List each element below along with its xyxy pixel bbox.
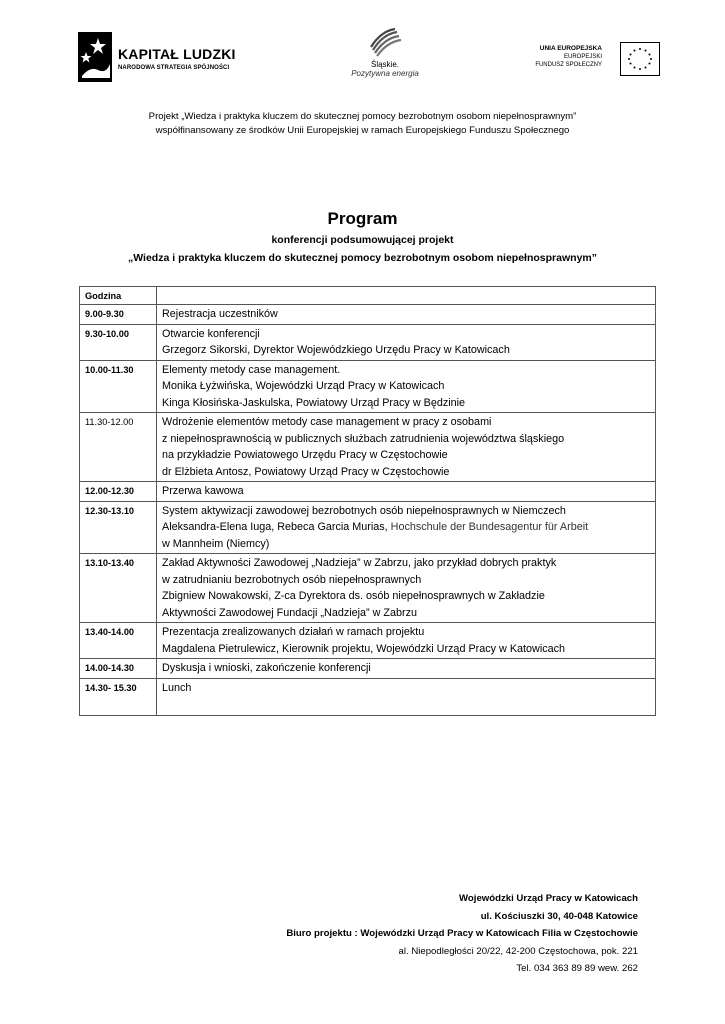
- time-cell: 13.40-14.00: [80, 623, 157, 659]
- page-title: Program: [327, 209, 398, 228]
- footer-line5: Tel. 034 363 89 89 wew. 262: [516, 963, 638, 974]
- desc-cell: [157, 554, 656, 623]
- slaskie-tagline: Pozytywna energia: [351, 69, 419, 78]
- desc-line: Grzegorz Sikorski, Dyrektor Wojewódzkiego Urzędu Pracy w Katowicach: [162, 344, 510, 356]
- kapital-ludzki-emblem-icon: [78, 32, 112, 82]
- table-row: [80, 360, 656, 413]
- program-table: [79, 286, 656, 716]
- table-row: [80, 482, 656, 502]
- desc-line: Kinga Kłosińska-Jaskulska, Powiatowy Urząd Pracy w Będzinie: [162, 396, 466, 409]
- time-cell: 11.30-12.00: [80, 413, 157, 482]
- slaskie-wave-icon: [365, 28, 405, 58]
- desc-cell: [157, 413, 656, 482]
- desc-line: w zatrudnianiu bezrobotnych osób niepełnosprawnych: [162, 573, 422, 586]
- kapital-ludzki-logo: [78, 32, 258, 84]
- eu-flag-icon: [620, 42, 660, 76]
- time-cell: 14.00-14.30: [80, 659, 157, 679]
- footer-line2: ul. Kościuszki 30, 40-048 Katowice: [480, 910, 638, 922]
- table-row: [80, 324, 656, 360]
- desc-cell: [157, 482, 656, 502]
- institution-text: Hochschule der Bundesagentur für Arbeit: [390, 521, 589, 533]
- eu-logo: [530, 42, 660, 78]
- footer-address: [218, 890, 638, 978]
- desc-line: w Mannheim (Niemcy): [162, 537, 270, 550]
- desc-line: Dyskusja i wnioski, zakończenie konferencji: [162, 662, 371, 674]
- time-cell: 10.00-11.30: [80, 360, 157, 413]
- time-cell: 9.00-9.30: [80, 305, 157, 325]
- desc-line: Przerwa kawowa: [162, 485, 244, 497]
- time-cell: 9.30-10.00: [80, 324, 157, 360]
- desc-cell: [157, 360, 656, 413]
- logo-bar: [0, 28, 725, 88]
- desc-cell: [157, 501, 656, 554]
- kapital-ludzki-title: KAPITAŁ LUDZKI: [118, 46, 236, 62]
- table-row: [80, 623, 656, 659]
- desc-line: Wdrożenie elementów metody case management w pracy z osobami: [162, 416, 492, 428]
- table-row: [80, 678, 656, 715]
- project-header-line1: Projekt „Wiedza i praktyka kluczem do skutecznej pomocy bezrobotnym osobom niepełnosprawnym”: [148, 111, 577, 122]
- desc-line: Magdalena Pietrulewicz, Kierownik projektu, Wojewódzki Urząd Pracy w Katowicach: [162, 642, 566, 655]
- table-header-row: [80, 287, 656, 305]
- desc-line: z niepełnosprawnością w publicznych służbach zatrudnienia województwa śląskiego: [162, 432, 565, 445]
- footer-line1: Wojewódzki Urząd Pracy w Katowicach: [459, 893, 638, 904]
- desc-line: System aktywizacji zawodowej bezrobotnych osób niepełnosprawnych w Niemczech: [162, 504, 566, 517]
- desc-line: [162, 519, 651, 536]
- kapital-ludzki-subtitle: NARODOWA STRATEGIA SPÓJNOŚCI: [118, 65, 230, 71]
- desc-line: dr Elżbieta Antosz, Powiatowy Urząd Pracy w Częstochowie: [162, 465, 450, 478]
- table-row: [80, 501, 656, 554]
- desc-line: Monika Łyżwińska, Wojewódzki Urząd Pracy w Katowicach: [162, 380, 445, 392]
- table-row: [80, 305, 656, 325]
- desc-line: Zbigniew Nowakowski, Z-ca Dyrektora ds. osób niepełnosprawnych w Zakładzie: [162, 590, 545, 602]
- eu-line3: FUNDUSZ SPOŁECZNY: [535, 62, 602, 68]
- project-name: „Wiedza i praktyka kluczem do skutecznej pomocy bezrobotnym osobom niepełnosprawnym”: [127, 252, 597, 264]
- time-cell: 13.10-13.40: [80, 554, 157, 623]
- project-header: [0, 110, 725, 138]
- desc-line: Rejestracja uczestników: [162, 308, 278, 320]
- desc-cell: [157, 659, 656, 679]
- slaskie-logo: [340, 28, 430, 88]
- desc-line: Otwarcie konferencji: [162, 327, 260, 340]
- eu-line2: EUROPEJSKI: [563, 54, 602, 60]
- desc-cell: [157, 623, 656, 659]
- desc-line: Prezentacja zrealizowanych działań w ramach projektu: [162, 626, 425, 638]
- table-row: [80, 554, 656, 623]
- desc-line: Zakład Aktywności Zawodowej „Nadzieja” w Zabrzu, jako przykład dobrych praktyk: [162, 557, 557, 569]
- desc-cell: [157, 324, 656, 360]
- time-cell: 14.30- 15.30: [80, 678, 157, 715]
- project-header-line2: współfinansowany ze środków Unii Europejskiej w ramach Europejskiego Funduszu Społecznego: [155, 125, 570, 136]
- time-cell: 12.00-12.30: [80, 482, 157, 502]
- table-row: [80, 413, 656, 482]
- desc-cell: [157, 678, 656, 715]
- footer-line3: Biuro projektu : Wojewódzki Urząd Pracy w Katowicach Filia w Częstochowie: [286, 928, 638, 939]
- page-subtitle: konferencji podsumowującej projekt: [271, 234, 454, 246]
- header-time-cell: Godzina: [80, 287, 157, 305]
- desc-line: Lunch: [162, 681, 192, 694]
- table-row: [80, 659, 656, 679]
- desc-line: Aktywności Zawodowej Fundacji „Nadzieja” w Zabrzu: [162, 606, 418, 619]
- speakers-text: Aleksandra-Elena Iuga, Rebeca Garcia Murias,: [162, 521, 391, 533]
- desc-line: na przykładzie Powiatowego Urzędu Pracy w Częstochowie: [162, 449, 448, 461]
- slaskie-name: Śląskie.: [370, 60, 399, 69]
- eu-line1: UNIA EUROPEJSKA: [539, 45, 602, 52]
- desc-line: Elementy metody case management.: [162, 363, 341, 376]
- header-desc-cell: [157, 287, 656, 305]
- eu-text: [535, 45, 602, 69]
- time-cell: 12.30-13.10: [80, 501, 157, 554]
- footer-line4: al. Niepodległości 20/22, 42-200 Częstochowa, pok. 221: [398, 945, 638, 957]
- desc-cell: [157, 305, 656, 325]
